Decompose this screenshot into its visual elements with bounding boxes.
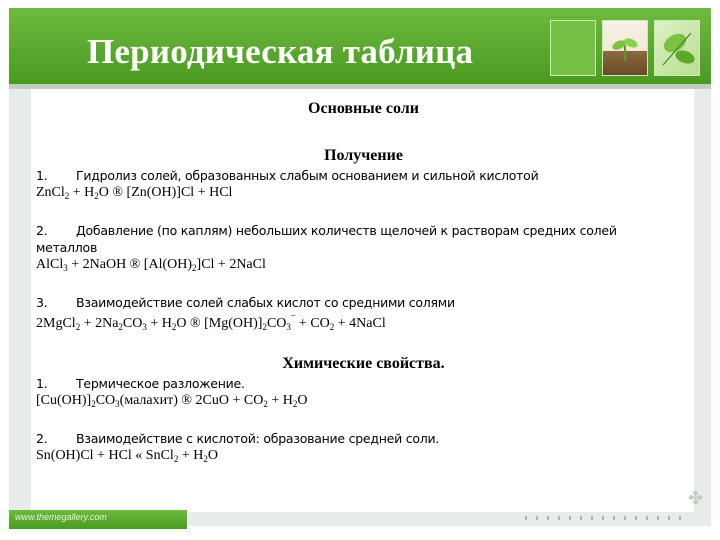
list-item [36,222,691,239]
item-text: Добавление (по каплям) небольших количеств щелочей к растворам средних солей [76,223,617,238]
section-heading-preparation: Получение [324,147,403,164]
item-text: Термическое разложение. [76,376,245,391]
slide-content [36,98,691,468]
footer-url: www.themegallery.com [15,512,107,522]
content-heading: Основные соли [308,100,419,117]
item-number: 1. [36,376,48,391]
section-heading-properties: Химические свойства. [282,355,445,372]
left-border-band [9,89,31,513]
footer-dots [525,516,685,520]
sprout-image [602,20,648,76]
item-number: 2. [36,431,48,446]
list-item [36,430,691,447]
right-border-band [694,89,711,513]
equation: 2MgCl$_2$ + $2Na_2CO_3 + H_2O$ ® $[Mg(OH)]_2CO_3^¯ + CO_2$ + 4NaCl [36,314,386,332]
equation: Sn(OH)Cl + HCl « SnCl$_2$ + $H_2O$ [36,448,218,464]
equation: ZnCl$_2$ + $H_2O$ ® [Zn(OH)]Cl + HCl [36,185,233,201]
item-number: 2. [36,223,48,238]
leaf-ornament-icon: ✤ [688,488,704,509]
item-number: 3. [36,295,48,310]
equation: AlCl$_3$ + 2NaOH ® $[Al(OH)_2]Cl$ + 2NaCl [36,257,266,273]
list-item [36,167,691,184]
leaves-image [654,20,700,76]
green-tile-image [550,20,596,76]
item-text: Взаимодействие с кислотой: образование средней соли. [76,431,440,446]
item-text: Взаимодействие солей слабых кислот со средними солями [76,295,455,310]
item-text-continued: металлов [36,240,98,255]
list-item [36,375,691,392]
equation: $[Cu(OH)]_2CO_3(малахит)$ ® $2CuO + CO_2 + H_2O$ [36,393,308,409]
item-text: Гидролиз солей, образованных слабым основанием и сильной кислотой [76,168,539,183]
list-item [36,294,691,311]
header-divider [9,84,711,89]
item-number: 1. [36,168,48,183]
slide-title: Периодическая таблица [87,32,474,71]
